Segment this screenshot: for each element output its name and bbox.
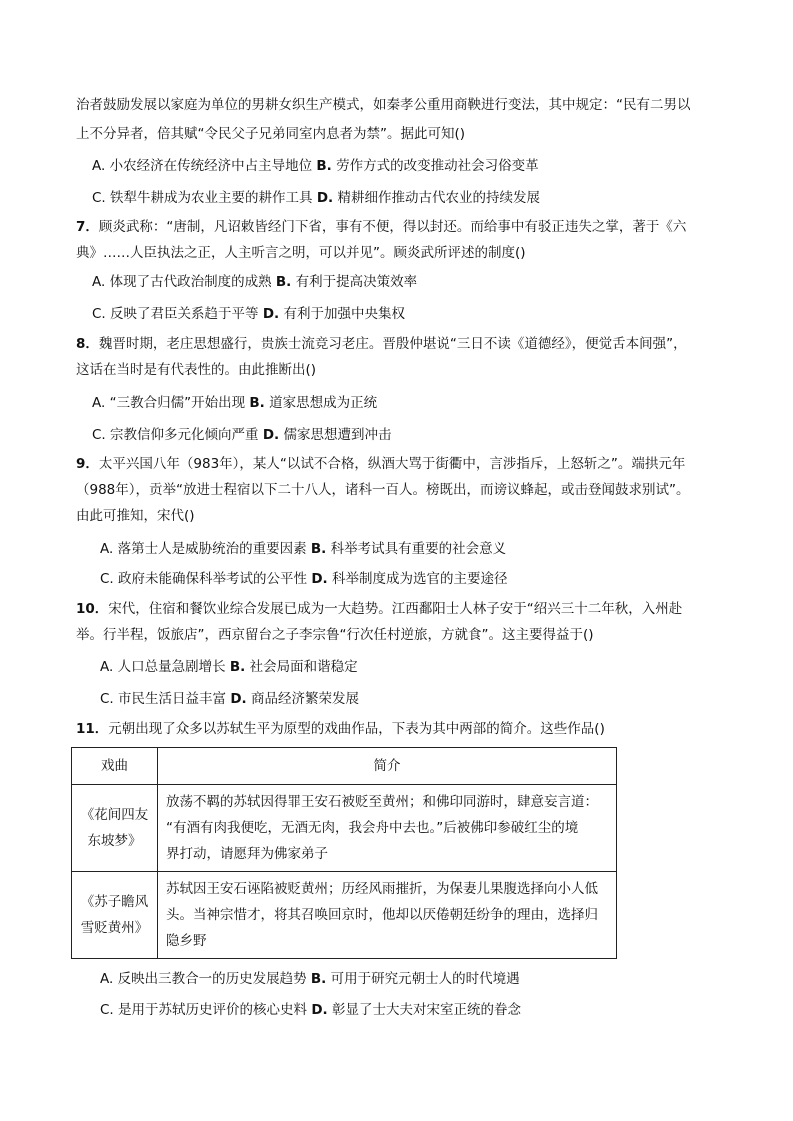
option-label-c: C. <box>100 571 114 587</box>
option-label-d: D. <box>230 691 247 707</box>
option-label-d: D. <box>311 571 328 587</box>
option-d: 儒家思想遭到冲击 <box>283 427 392 443</box>
option-label-b: B. <box>316 158 332 174</box>
question-10-stem: 10．宋代，住宿和餐饮业综合发展已成为一大趋势。江西鄱阳士人林子安于“绍兴三十二年秋，入州赴 <box>76 601 683 617</box>
option-c: 市民生活日益丰富 <box>118 691 227 707</box>
option-c: 宗教信仰多元化倾向严重 <box>110 427 259 443</box>
option-a: 体现了古代政治制度的成熟 <box>109 274 272 290</box>
option-d: 商品经济繁荣发展 <box>250 691 359 707</box>
option-a: “三教合归儒”开始出现 <box>109 395 246 411</box>
option-label-b: B. <box>275 274 292 290</box>
option-b: 劳作方式的改变推动社会习俗变革 <box>336 158 539 174</box>
option-label-a: A. <box>92 158 106 174</box>
option-d: 有利于加强中央集权 <box>283 306 405 322</box>
question-number: 8． <box>76 336 99 352</box>
option-row <box>100 1000 521 1020</box>
option-b: 有利于提高决策效率 <box>295 274 418 290</box>
option-label-d: D. <box>262 427 280 443</box>
option-label-d: D. <box>311 1002 328 1018</box>
question-stem-line: 由此可推知，宋代() <box>76 508 195 524</box>
question-number: 7． <box>76 219 99 235</box>
question-stem-line: 治者鼓励发展以家庭为单位的男耕女织生产模式，如秦孝公重用商鞅进行变法，其中规定：“民有二男以 <box>76 97 691 113</box>
option-row <box>100 569 507 589</box>
question-number: 9． <box>76 456 99 472</box>
option-row <box>100 969 520 989</box>
option-label-c: C. <box>92 427 106 443</box>
drama-summary-cell: 苏轼因王安石诬陷被贬黄州；历经风雨摧折，为保妻儿果腹选择向小人低 头。当神宗惜才，将其召唤回京时，他却以厌倦朝廷纷争的理由，选择归 隐乡野 <box>158 872 617 959</box>
question-number: 10． <box>76 601 109 617</box>
question-7-stem: 7．顾炎武称：“唐制，凡诏敕皆经门下省，事有不便，得以封还。而给事中有驳正违失之掌，著于《六 <box>76 219 687 235</box>
option-label-a: A. <box>100 659 114 675</box>
option-c: 反映了君臣关系趋于平等 <box>110 306 259 322</box>
option-row <box>92 156 539 176</box>
question-number: 11． <box>76 721 109 737</box>
option-label-a: A. <box>100 971 114 987</box>
option-a: 反映出三教合一的历史发展趋势 <box>117 971 307 987</box>
option-row <box>92 425 391 445</box>
question-stem-line: （988年），贡举“放进士程宿以下二十八人，诸科一百人。榜既出，而谤议蜂起，或击登闻鼓求别试”。 <box>76 482 690 498</box>
question-11-stem: 11．元朝出现了众多以苏轼生平为原型的戏曲作品，下表为其中两部的简介。这些作品() <box>76 721 605 737</box>
question-8-stem: 8．魏晋时期，老庄思想盛行，贵族士流竞习老庄。晋殷仲堪说“三日不读《道德经》，便觉舌本间强”， <box>76 336 687 352</box>
option-label-a: A. <box>92 395 106 411</box>
option-d: 彰显了士大夫对宋室正统的眷念 <box>331 1002 521 1018</box>
drama-summary-cell: 放荡不羁的苏轼因得罪王安石被贬至黄州；和佛印同游时，肆意妄言道： “有酒有肉我便吃，无酒无肉，我会舟中去也。”后被佛印参破红尘的境 界打动，请愿拜为佛家弟子 <box>158 785 617 872</box>
option-row <box>92 393 377 413</box>
option-label-b: B. <box>229 659 246 675</box>
table-header-cell: 简介 <box>158 748 617 785</box>
drama-title-cell: 《花间四友 东坡梦》 <box>72 785 158 872</box>
option-c: 政府未能确保科举考试的公平性 <box>118 571 308 587</box>
option-label-c: C. <box>92 306 106 322</box>
question-9-stem: 9．太平兴国八年（983年），某人“以试不合格，纵酒大骂于街衢中，言涉指斥，上怒斩之”。端拱元年 <box>76 456 686 472</box>
option-c: 是用于苏轼历史评价的核心史料 <box>118 1002 308 1018</box>
table-row <box>72 872 617 959</box>
question-stem-line: 举。行半程，饭旅店”，西京留台之子李宗鲁“行次任村逆旅，方就食”。这主要得益于() <box>76 627 594 643</box>
table-header-row <box>72 748 617 785</box>
drama-title-cell: 《苏子瞻风 雪贬黄州》 <box>72 872 158 959</box>
option-d: 精耕细作推动古代农业的持续发展 <box>337 190 540 206</box>
option-label-c: C. <box>100 691 114 707</box>
option-row <box>92 188 540 208</box>
drama-table <box>71 747 617 959</box>
option-b: 可用于研究元朝士人的时代境遇 <box>330 971 520 987</box>
option-label-b: B. <box>249 395 265 411</box>
option-row <box>92 272 417 292</box>
option-a: 人口总量急剧增长 <box>117 659 226 675</box>
option-b: 科举考试具有重要的社会意义 <box>330 541 507 557</box>
option-label-d: D. <box>316 190 334 206</box>
table-header-cell: 戏曲 <box>72 748 158 785</box>
option-label-a: A. <box>92 274 106 290</box>
option-a: 小农经济在传统经济中占主导地位 <box>109 158 313 174</box>
option-a: 落第士人是威胁统治的重要因素 <box>117 541 307 557</box>
option-label-d: D. <box>262 306 280 322</box>
option-d: 科举制度成为选官的主要途径 <box>331 571 508 587</box>
question-stem-line: 上不分异者，倍其赋“令民父子兄弟同室内息者为禁”。据此可知() <box>76 126 466 142</box>
option-b: 道家思想成为正统 <box>269 395 378 411</box>
option-b: 社会局面和谐稳定 <box>249 659 358 675</box>
option-label-b: B. <box>310 541 327 557</box>
question-stem-line: 这话在当时是有代表性的。由此推断出() <box>76 362 317 378</box>
option-row <box>100 689 359 709</box>
option-row <box>92 304 405 324</box>
option-row <box>100 657 358 677</box>
option-row <box>100 539 506 559</box>
option-label-c: C. <box>92 190 106 206</box>
option-label-c: C. <box>100 1002 114 1018</box>
question-stem-line: 典》……人臣执法之正，人主听言之明，可以并见”。顾炎武所评述的制度() <box>76 245 526 261</box>
option-label-a: A. <box>100 541 114 557</box>
option-c: 铁犁牛耕成为农业主要的耕作工具 <box>110 190 313 206</box>
table-row <box>72 785 617 872</box>
option-label-b: B. <box>310 971 327 987</box>
